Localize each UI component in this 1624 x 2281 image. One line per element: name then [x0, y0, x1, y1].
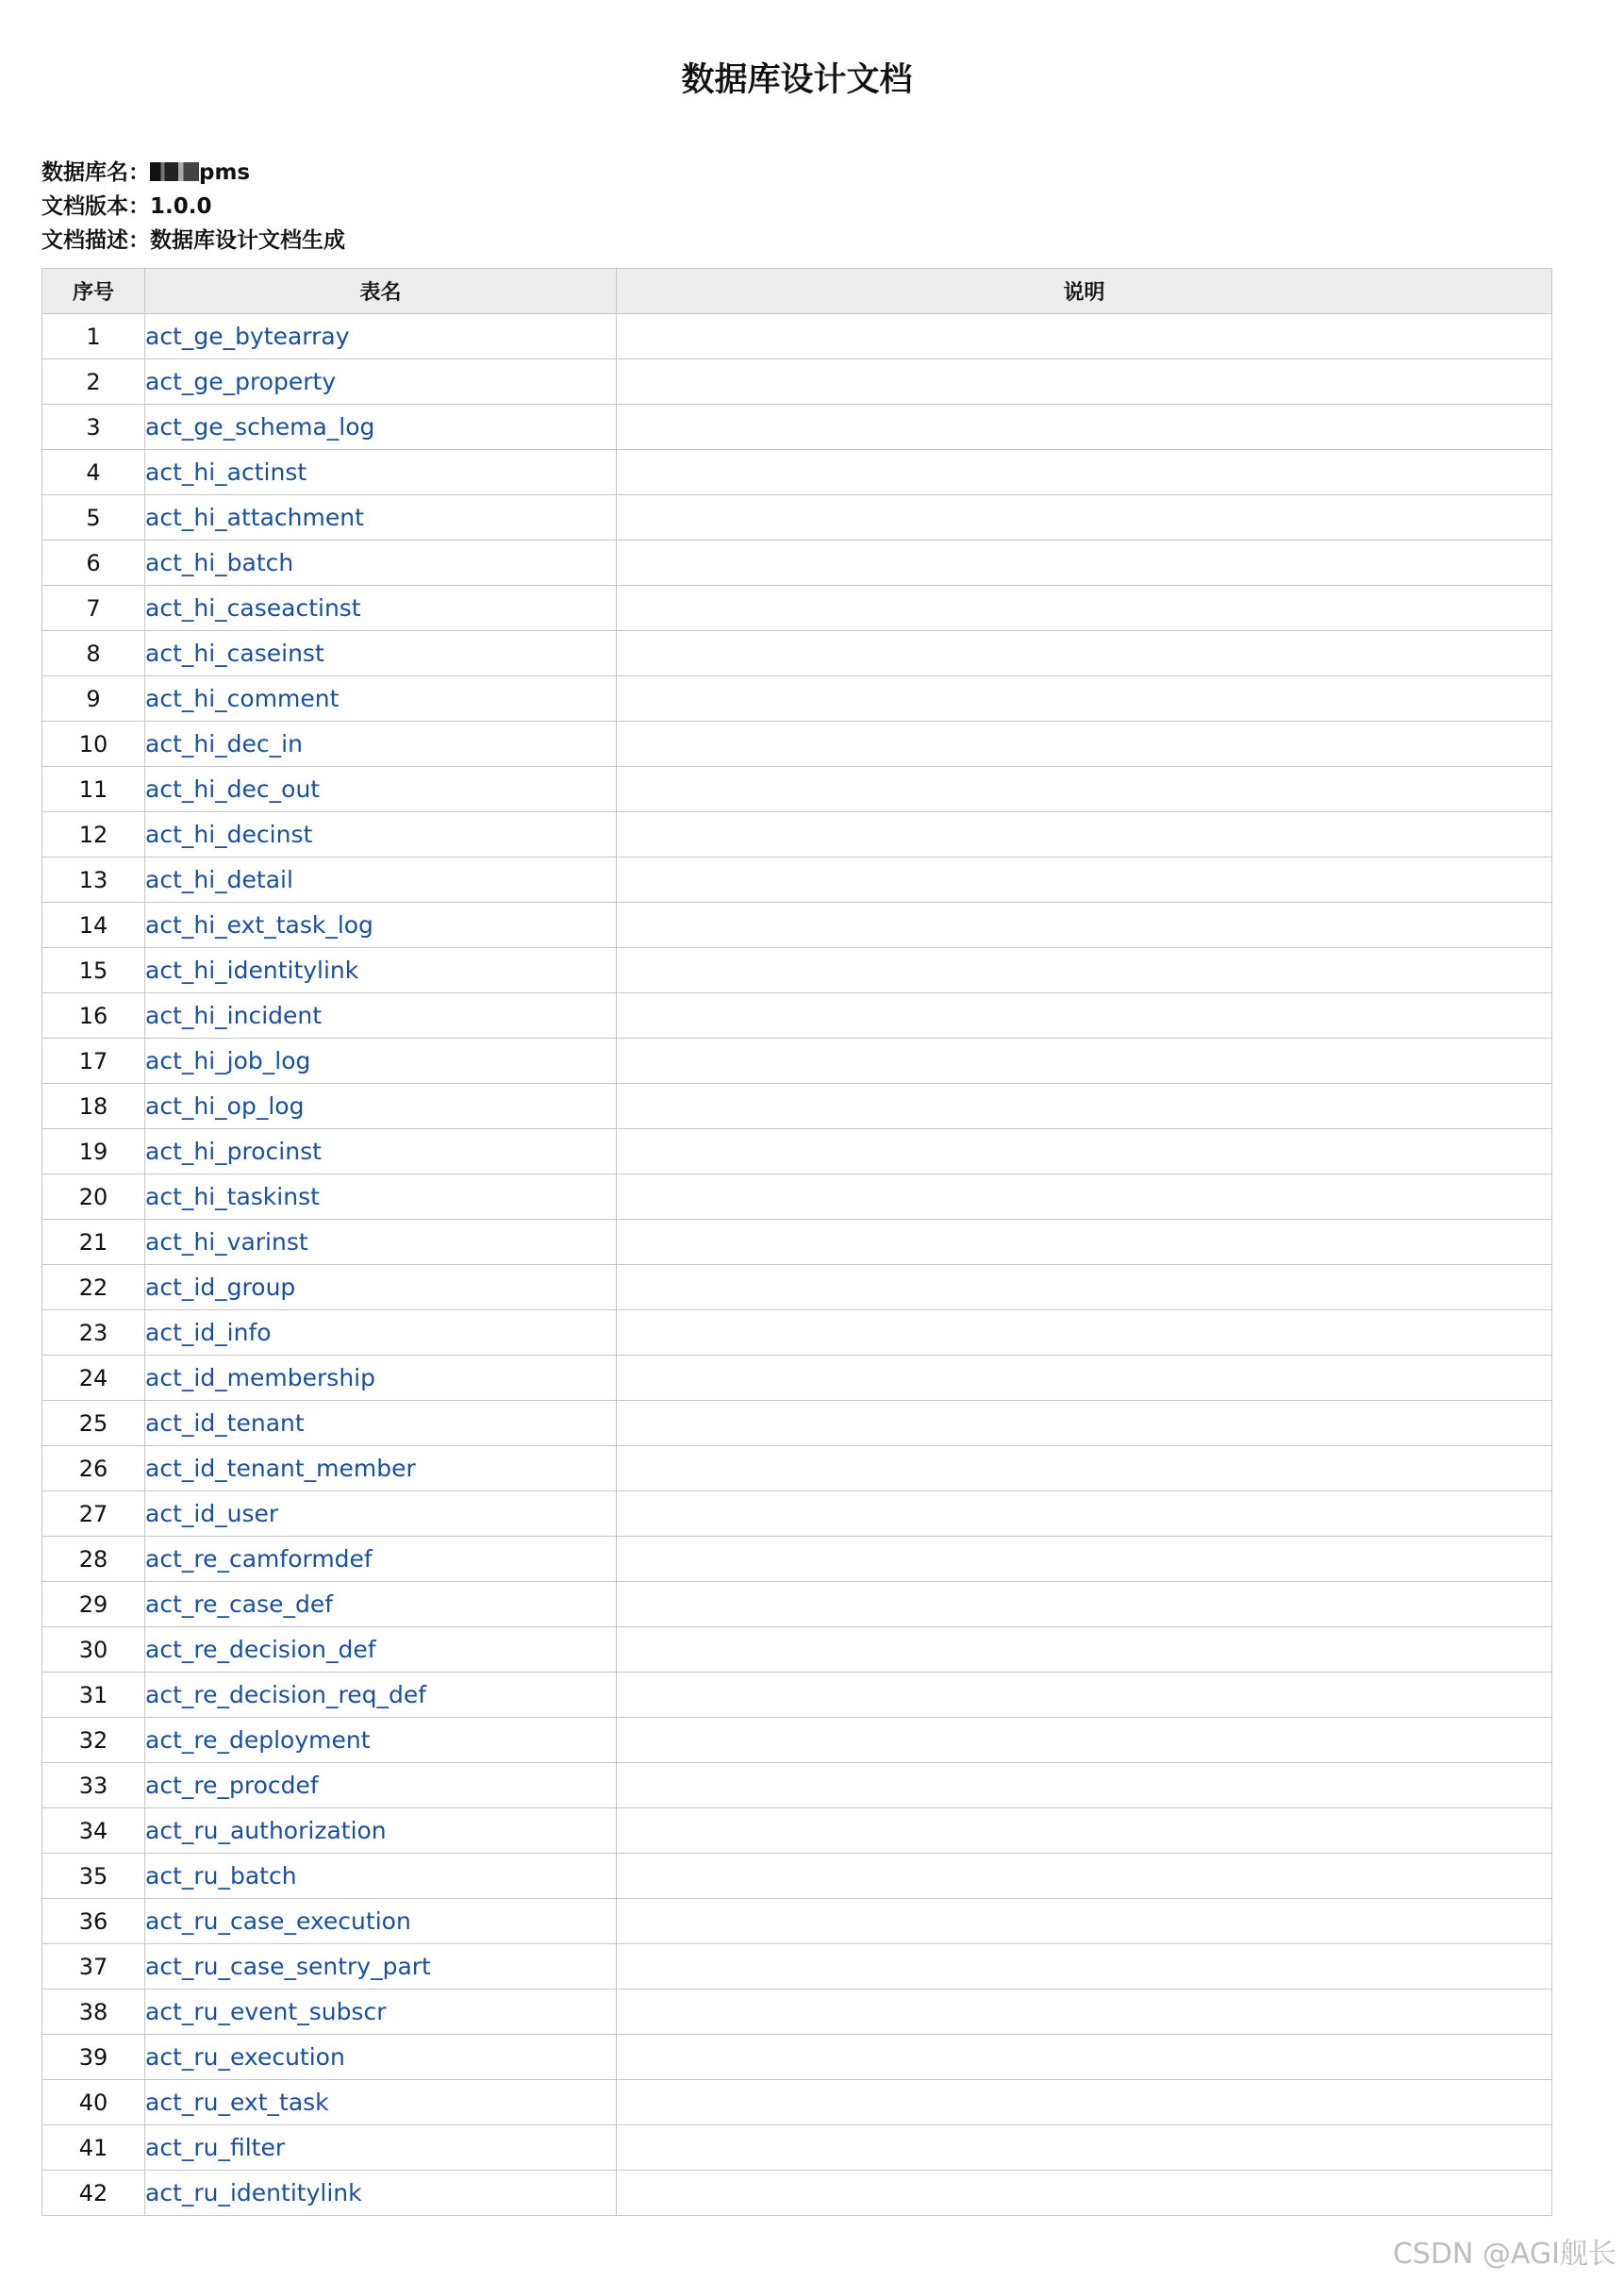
- meta-version: [41, 190, 345, 224]
- table-row: [42, 1808, 1552, 1854]
- row-name-cell: [145, 2125, 617, 2171]
- table-name-link[interactable]: act_re_procdef: [145, 1772, 319, 1799]
- table-row: [42, 1446, 1552, 1491]
- row-index: 9: [42, 676, 145, 722]
- table-row: [42, 2171, 1552, 2216]
- row-name-cell: [145, 1899, 617, 1944]
- row-description: [617, 450, 1552, 495]
- row-description: [617, 314, 1552, 359]
- row-index: 11: [42, 767, 145, 812]
- table-row: [42, 631, 1552, 676]
- header-index: 序号: [42, 269, 145, 314]
- row-name-cell: [145, 1718, 617, 1763]
- row-description: [617, 495, 1552, 541]
- table-name-link[interactable]: act_hi_ext_task_log: [145, 911, 373, 939]
- db-name-label: 数据库名：: [41, 160, 150, 185]
- row-index: 19: [42, 1129, 145, 1174]
- row-index: 8: [42, 631, 145, 676]
- row-index: 15: [42, 948, 145, 993]
- row-index: 24: [42, 1356, 145, 1401]
- row-name-cell: [145, 495, 617, 541]
- row-description: [617, 993, 1552, 1039]
- table-name-link[interactable]: act_hi_comment: [145, 685, 340, 712]
- table-name-link[interactable]: act_hi_varinst: [145, 1228, 308, 1256]
- table-name-link[interactable]: act_hi_actinst: [145, 458, 307, 486]
- row-description: [617, 1990, 1552, 2035]
- row-index: 35: [42, 1854, 145, 1899]
- row-index: 42: [42, 2171, 145, 2216]
- row-description: [617, 903, 1552, 948]
- row-name-cell: [145, 314, 617, 359]
- row-description: [617, 722, 1552, 767]
- table-name-link[interactable]: act_hi_op_log: [145, 1092, 305, 1120]
- row-index: 34: [42, 1808, 145, 1854]
- row-name-cell: [145, 993, 617, 1039]
- row-name-cell: [145, 1129, 617, 1174]
- table-row: [42, 1627, 1552, 1673]
- row-description: [617, 676, 1552, 722]
- row-description: [617, 1174, 1552, 1220]
- table-name-link[interactable]: act_hi_detail: [145, 866, 293, 893]
- row-index: 13: [42, 857, 145, 903]
- row-name-cell: [145, 903, 617, 948]
- table-row: [42, 1673, 1552, 1718]
- table-name-link[interactable]: act_hi_job_log: [145, 1047, 311, 1074]
- row-name-cell: [145, 1265, 617, 1310]
- row-name-cell: [145, 1673, 617, 1718]
- document-meta: [41, 156, 345, 258]
- row-description: [617, 812, 1552, 857]
- row-description: [617, 767, 1552, 812]
- row-index: 6: [42, 541, 145, 586]
- table-name-link[interactable]: act_ru_event_subscr: [145, 1998, 387, 2025]
- row-description: [617, 1401, 1552, 1446]
- row-description: [617, 1582, 1552, 1627]
- row-index: 4: [42, 450, 145, 495]
- table-name-link[interactable]: act_ge_schema_log: [145, 413, 375, 441]
- table-row: [42, 1039, 1552, 1084]
- row-description: [617, 405, 1552, 450]
- row-index: 20: [42, 1174, 145, 1220]
- row-description: [617, 1627, 1552, 1673]
- table-row: [42, 1582, 1552, 1627]
- table-body: [42, 314, 1552, 2216]
- row-name-cell: [145, 1174, 617, 1220]
- description-value: 数据库设计文档生成: [150, 228, 345, 253]
- table-row: [42, 1990, 1552, 2035]
- row-name-cell: [145, 1446, 617, 1491]
- header-table-name: 表名: [145, 269, 617, 314]
- row-index: 26: [42, 1446, 145, 1491]
- row-description: [617, 948, 1552, 993]
- table-name-link[interactable]: act_ru_filter: [145, 2134, 286, 2161]
- row-name-cell: [145, 450, 617, 495]
- row-index: 14: [42, 903, 145, 948]
- row-index: 33: [42, 1763, 145, 1808]
- row-name-cell: [145, 1220, 617, 1265]
- table-list: [41, 268, 1552, 2216]
- row-index: 30: [42, 1627, 145, 1673]
- table-name-link[interactable]: act_hi_dec_in: [145, 730, 303, 758]
- table-header-row: [42, 269, 1552, 314]
- table-row: [42, 2035, 1552, 2080]
- row-description: [617, 1220, 1552, 1265]
- row-index: 31: [42, 1673, 145, 1718]
- row-description: [617, 1491, 1552, 1537]
- row-description: [617, 359, 1552, 405]
- row-index: 16: [42, 993, 145, 1039]
- row-description: [617, 541, 1552, 586]
- table-name-link[interactable]: act_hi_caseinst: [145, 640, 324, 667]
- row-name-cell: [145, 631, 617, 676]
- row-name-cell: [145, 857, 617, 903]
- version-value: 1.0.0: [150, 194, 212, 219]
- table-row: [42, 1899, 1552, 1944]
- table-name-link[interactable]: act_hi_caseactinst: [145, 594, 361, 622]
- row-name-cell: [145, 767, 617, 812]
- redacted-block: [150, 162, 199, 181]
- row-name-cell: [145, 2171, 617, 2216]
- table-row: [42, 676, 1552, 722]
- table-name-link[interactable]: act_re_deployment: [145, 1726, 371, 1754]
- table-row: [42, 314, 1552, 359]
- table-row: [42, 812, 1552, 857]
- table-name-link[interactable]: act_id_tenant_member: [145, 1455, 416, 1482]
- table-row: [42, 1763, 1552, 1808]
- row-index: 32: [42, 1718, 145, 1763]
- row-index: 37: [42, 1944, 145, 1990]
- row-name-cell: [145, 1854, 617, 1899]
- table-name-link[interactable]: act_ru_identitylink: [145, 2179, 362, 2206]
- table-row: [42, 903, 1552, 948]
- row-name-cell: [145, 586, 617, 631]
- row-name-cell: [145, 1039, 617, 1084]
- row-name-cell: [145, 1763, 617, 1808]
- table-name-link[interactable]: act_ge_bytearray: [145, 323, 350, 350]
- table-name-link[interactable]: act_re_decision_def: [145, 1636, 376, 1663]
- table-name-link[interactable]: act_id_membership: [145, 1364, 375, 1391]
- row-name-cell: [145, 1356, 617, 1401]
- table-row: [42, 1356, 1552, 1401]
- table-name-link[interactable]: act_hi_batch: [145, 549, 294, 576]
- row-name-cell: [145, 1401, 617, 1446]
- row-description: [617, 1356, 1552, 1401]
- row-index: 3: [42, 405, 145, 450]
- table-name-link[interactable]: act_hi_identitylink: [145, 957, 359, 984]
- row-description: [617, 1808, 1552, 1854]
- row-description: [617, 1673, 1552, 1718]
- table-row: [42, 495, 1552, 541]
- table-name-link[interactable]: act_re_decision_req_def: [145, 1681, 427, 1708]
- table-row: [42, 541, 1552, 586]
- table-row: [42, 1491, 1552, 1537]
- table-row: [42, 1944, 1552, 1990]
- table-row: [42, 359, 1552, 405]
- row-name-cell: [145, 1310, 617, 1356]
- table-row: [42, 1537, 1552, 1582]
- row-description: [617, 1129, 1552, 1174]
- table-row: [42, 2080, 1552, 2125]
- row-description: [617, 586, 1552, 631]
- meta-description: [41, 224, 345, 258]
- table-row: [42, 1854, 1552, 1899]
- row-index: 5: [42, 495, 145, 541]
- row-description: [617, 1854, 1552, 1899]
- row-index: 23: [42, 1310, 145, 1356]
- table-row: [42, 1084, 1552, 1129]
- row-description: [617, 1039, 1552, 1084]
- table-name-link[interactable]: act_re_case_def: [145, 1590, 333, 1618]
- table-row: [42, 1265, 1552, 1310]
- row-name-cell: [145, 359, 617, 405]
- table-name-link[interactable]: act_hi_taskinst: [145, 1183, 320, 1210]
- row-index: 18: [42, 1084, 145, 1129]
- table-row: [42, 1174, 1552, 1220]
- row-name-cell: [145, 541, 617, 586]
- row-index: 12: [42, 812, 145, 857]
- row-name-cell: [145, 1491, 617, 1537]
- table-row: [42, 1401, 1552, 1446]
- row-name-cell: [145, 1084, 617, 1129]
- row-description: [617, 1763, 1552, 1808]
- header-description: 说明: [617, 269, 1552, 314]
- row-description: [617, 2080, 1552, 2125]
- row-index: 25: [42, 1401, 145, 1446]
- table-name-link[interactable]: act_id_tenant: [145, 1409, 305, 1437]
- table-name-link[interactable]: act_hi_incident: [145, 1002, 323, 1029]
- table-name-link[interactable]: act_ru_batch: [145, 1862, 297, 1890]
- row-name-cell: [145, 948, 617, 993]
- table-name-link[interactable]: act_hi_decinst: [145, 821, 313, 848]
- table-row: [42, 405, 1552, 450]
- row-index: 17: [42, 1039, 145, 1084]
- row-name-cell: [145, 1990, 617, 2035]
- row-description: [617, 2171, 1552, 2216]
- row-index: 41: [42, 2125, 145, 2171]
- table-row: [42, 993, 1552, 1039]
- table-row: [42, 857, 1552, 903]
- version-label: 文档版本：: [41, 194, 150, 219]
- row-index: 39: [42, 2035, 145, 2080]
- row-index: 7: [42, 586, 145, 631]
- table-row: [42, 450, 1552, 495]
- row-index: 40: [42, 2080, 145, 2125]
- row-index: 10: [42, 722, 145, 767]
- row-name-cell: [145, 2035, 617, 2080]
- description-label: 文档描述：: [41, 228, 150, 253]
- row-name-cell: [145, 1582, 617, 1627]
- table-row: [42, 1220, 1552, 1265]
- row-index: 22: [42, 1265, 145, 1310]
- row-description: [617, 2035, 1552, 2080]
- table-name-link[interactable]: act_ru_case_sentry_part: [145, 1953, 431, 1980]
- row-description: [617, 1084, 1552, 1129]
- table-row: [42, 1129, 1552, 1174]
- table-row: [42, 767, 1552, 812]
- table-name-link[interactable]: act_ru_ext_task: [145, 2089, 329, 2116]
- table-row: [42, 586, 1552, 631]
- table-name-link[interactable]: act_id_group: [145, 1274, 296, 1301]
- row-description: [617, 2125, 1552, 2171]
- row-name-cell: [145, 405, 617, 450]
- table-row: [42, 2125, 1552, 2171]
- row-description: [617, 857, 1552, 903]
- row-name-cell: [145, 676, 617, 722]
- row-description: [617, 631, 1552, 676]
- table-name-link[interactable]: act_ge_property: [145, 368, 337, 395]
- table-name-link[interactable]: act_id_user: [145, 1500, 279, 1527]
- table-row: [42, 1718, 1552, 1763]
- row-description: [617, 1537, 1552, 1582]
- row-description: [617, 1310, 1552, 1356]
- db-name-value: pms: [199, 160, 251, 185]
- row-index: 27: [42, 1491, 145, 1537]
- row-index: 28: [42, 1537, 145, 1582]
- row-index: 1: [42, 314, 145, 359]
- table-name-link[interactable]: act_hi_procinst: [145, 1138, 322, 1165]
- table-name-link[interactable]: act_re_camformdef: [145, 1545, 373, 1573]
- row-description: [617, 1899, 1552, 1944]
- row-description: [617, 1446, 1552, 1491]
- row-description: [617, 1718, 1552, 1763]
- row-index: 21: [42, 1220, 145, 1265]
- row-name-cell: [145, 1627, 617, 1673]
- row-name-cell: [145, 812, 617, 857]
- meta-db-name: [41, 156, 345, 190]
- table-name-link[interactable]: act_ru_execution: [145, 2043, 345, 2071]
- table-row: [42, 948, 1552, 993]
- table-name-link[interactable]: act_id_info: [145, 1319, 272, 1346]
- row-index: 38: [42, 1990, 145, 2035]
- row-description: [617, 1944, 1552, 1990]
- page-title: 数据库设计文档: [681, 61, 913, 99]
- row-name-cell: [145, 2080, 617, 2125]
- table-name-link[interactable]: act_ru_authorization: [145, 1817, 387, 1844]
- row-description: [617, 1265, 1552, 1310]
- row-index: 36: [42, 1899, 145, 1944]
- table-row: [42, 722, 1552, 767]
- table-row: [42, 1310, 1552, 1356]
- row-name-cell: [145, 1808, 617, 1854]
- row-index: 2: [42, 359, 145, 405]
- table-name-link[interactable]: act_hi_dec_out: [145, 775, 321, 803]
- watermark: CSDN @AGI舰长: [1392, 2238, 1616, 2271]
- row-index: 29: [42, 1582, 145, 1627]
- table-name-link[interactable]: act_ru_case_execution: [145, 1907, 411, 1935]
- row-name-cell: [145, 722, 617, 767]
- table-name-link[interactable]: act_hi_attachment: [145, 504, 364, 531]
- row-name-cell: [145, 1944, 617, 1990]
- row-name-cell: [145, 1537, 617, 1582]
